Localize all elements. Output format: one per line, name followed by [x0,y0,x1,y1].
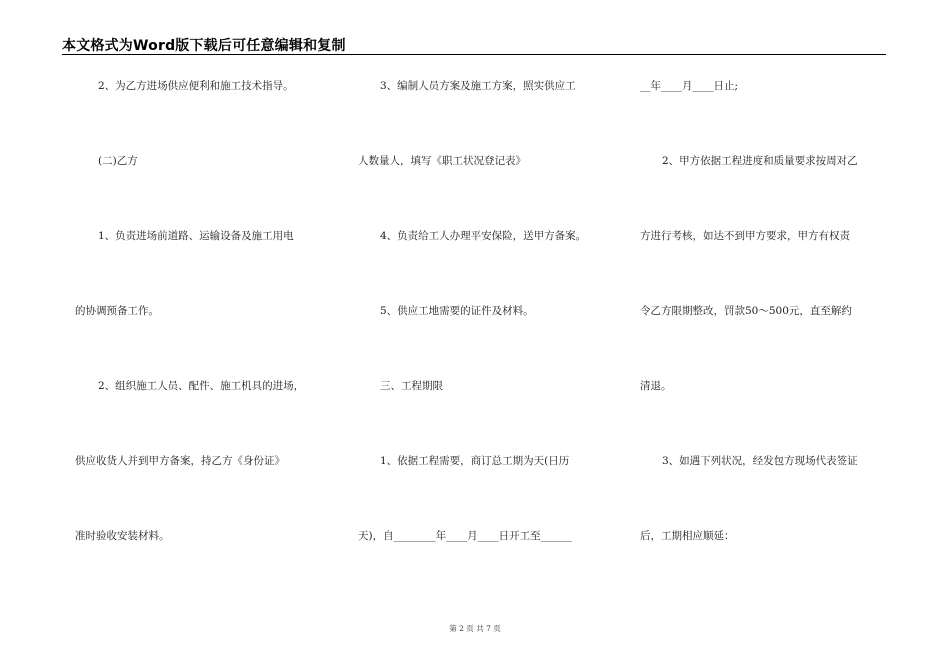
paragraph-line: 1、依据工程需要，商订总工期为天(日历 [380,455,570,467]
paragraph-line: 1、负责进场前道路、运输设备及施工用电 [98,230,294,242]
paragraph-line: 2、为乙方进场供应便利和施工技术指导。 [98,80,294,92]
page-number: 第 2 页 共 7 页 [449,624,501,633]
paragraph-line: 3、编制人员方案及施工方案，照实供应工 [380,80,576,92]
paragraph-line: 5、供应工地需要的证件及材料。 [380,305,534,317]
paragraph-line: 准时验收安装材料。 [75,530,170,542]
paragraph-line: 的协调预备工作。 [75,305,159,317]
paragraph-line: 4、负责给工人办理平安保险，送甲方备案。 [380,230,587,242]
paragraph-line: 人数量人，填写《职工状况登记表》 [358,155,526,167]
paragraph-line: 令乙方限期整改，罚款50～500元，直至解约 [640,305,852,317]
paragraph-line: 方进行考核，如达不到甲方要求，甲方有权责 [640,230,850,242]
paragraph-line: (二)乙方 [98,155,138,167]
paragraph-line: 3、如遇下列状况，经发包方现场代表签证 [662,455,858,467]
paragraph-line: 2、甲方依据工程进度和质量要求按周对乙 [662,155,858,167]
document-header-title: 本文格式为Word版下载后可任意编辑和复制 [62,38,346,54]
paragraph-line: 清退。 [640,380,672,392]
paragraph-line: __年____月____日止; [640,80,739,92]
paragraph-line: 后，工期相应顺延： [640,530,735,542]
paragraph-line: 2、组织施工人员、配件、施工机具的进场， [98,380,305,392]
paragraph-line: 供应收货人并到甲方备案，持乙方《身份证》 [75,455,285,467]
header-divider [62,54,886,55]
paragraph-line: 天)，自________年____月____日开工至______ [358,530,573,542]
section-heading: 三、工程期限 [380,380,443,392]
